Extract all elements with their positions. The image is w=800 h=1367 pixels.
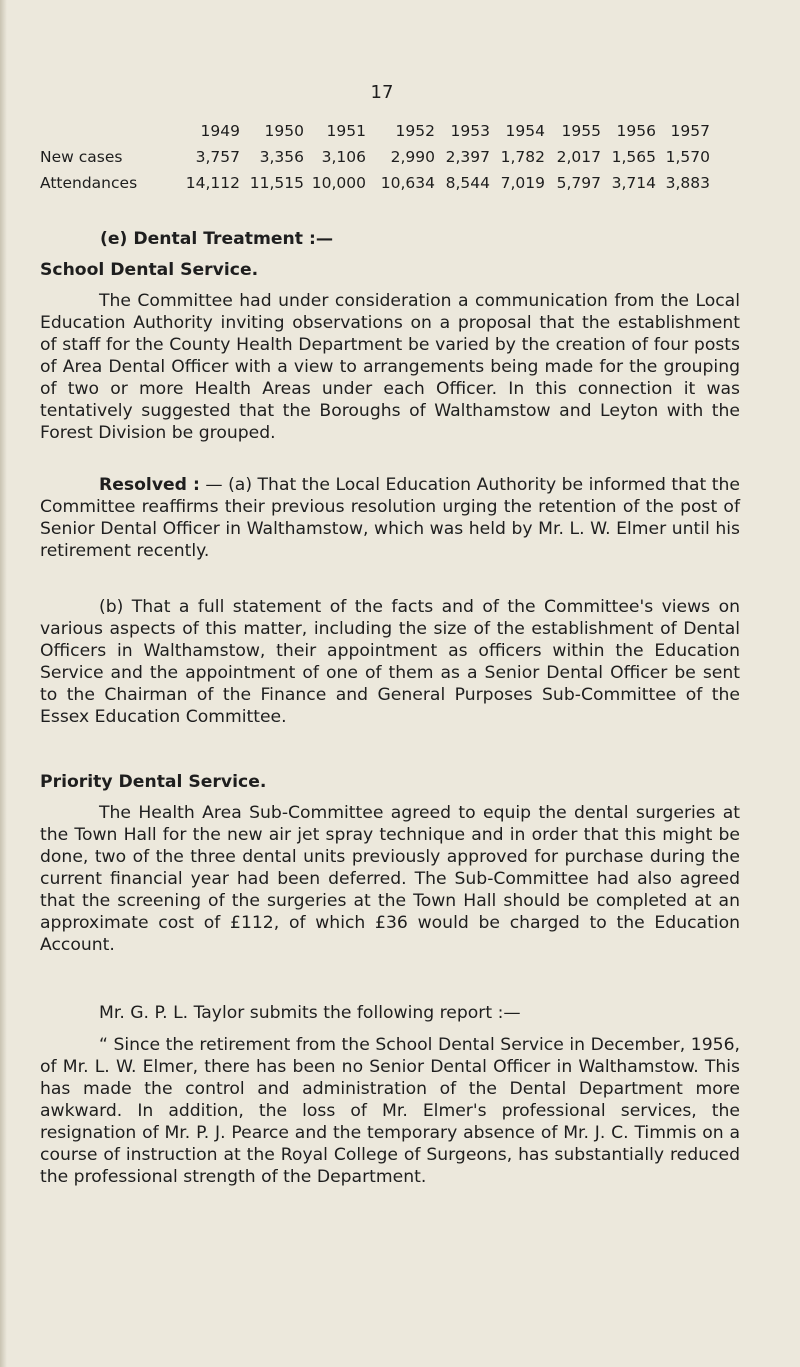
table-cell: 2,017 <box>556 148 601 166</box>
row-label: New cases <box>40 148 123 166</box>
committee-paragraph-block <box>40 290 740 444</box>
priority-dental-heading: Priority Dental Service. <box>40 772 267 792</box>
taylor-paragraph: Mr. G. P. L. Taylor submits the following report :— <box>99 1003 521 1023</box>
table-cell: 7,019 <box>500 174 545 192</box>
priority-paragraph-block <box>40 802 740 956</box>
page-left-edge <box>0 0 7 1367</box>
table-cell: 1,565 <box>611 148 656 166</box>
resolved-label: Resolved : <box>99 475 200 495</box>
table-cell: 3,714 <box>611 174 656 192</box>
committee-paragraph: The Committee had under consideration a communication from the Local Education Authority inviting observations on a proposal that the establishment of staff for the County Health Department be varied by the creation of four posts of Area Dental Officer with a view to arrangements being made for the grouping of two or more Health Areas under each Officer. In this connection it was tentatively suggested that the Boroughs of Walthamstow and Leyton with the Forest Division be grouped. <box>40 291 740 443</box>
table-cell: 1,570 <box>665 148 710 166</box>
row-label: Attendances <box>40 174 138 192</box>
table-cell: 10,634 <box>380 174 435 192</box>
school-dental-heading: School Dental Service. <box>40 260 259 280</box>
year-header: 1953 <box>450 122 490 140</box>
year-header: 1956 <box>616 122 656 140</box>
section-heading-block <box>40 228 740 250</box>
year-header: 1954 <box>505 122 545 140</box>
year-header-row <box>40 118 710 144</box>
table-row-new-cases <box>40 144 710 170</box>
table-cell: 2,990 <box>390 148 435 166</box>
resolved-b-block <box>40 596 740 728</box>
priority-paragraph: The Health Area Sub-Committee agreed to equip the dental surgeries at the Town Hall for the new air jet spray technique and in order that this might be done, two of the three dental units previously approved for purchase during the current financial year had been deferred. The Sub-Committee had also agreed that the screening of the surgeries at the Town Hall should be completed at an approximate cost of £112, of which £36 would be charged to the Education Account. <box>40 803 740 955</box>
table-cell: 3,757 <box>195 148 240 166</box>
table-cell: 8,544 <box>445 174 490 192</box>
year-header: 1955 <box>561 122 601 140</box>
year-header: 1957 <box>670 122 710 140</box>
year-header: 1951 <box>326 122 366 140</box>
school-dental-block <box>40 259 740 281</box>
section-heading: (e) Dental Treatment :— <box>100 229 334 249</box>
resolved-b-paragraph: (b) That a full statement of the facts and of the Committee's views on various aspects of this matter, including the size of the establishment of Dental Officers in Walthamstow, their appointment as officers within the Education Service and the appointment of one of them as a Senior Dental Officer be sent to the Chairman of the Finance and General Purposes Sub-Committee of the Essex Education Committee. <box>40 597 740 727</box>
resolved-a-text: — (a) That the Local Education Authority be informed that the Committee reaffirms their previous resolution urging the retention of the post of Senior Dental Officer in Walthamstow, which was held by Mr. L. W. Elmer until his retirement recently. <box>40 475 740 561</box>
attendance-table <box>40 118 710 196</box>
report-paragraph-block <box>40 1034 740 1188</box>
table-cell: 3,106 <box>321 148 366 166</box>
row-label-header <box>40 118 160 144</box>
table-cell: 10,000 <box>311 174 366 192</box>
resolved-a-paragraph <box>40 474 740 562</box>
page-number: 17 <box>370 82 394 103</box>
year-header: 1950 <box>264 122 304 140</box>
table-cell: 3,356 <box>259 148 304 166</box>
table-cell: 3,883 <box>665 174 710 192</box>
priority-dental-block <box>40 771 740 793</box>
table-row-attendances <box>40 170 710 196</box>
year-header: 1952 <box>395 122 435 140</box>
table-cell: 2,397 <box>445 148 490 166</box>
table-cell: 1,782 <box>500 148 545 166</box>
year-header: 1949 <box>200 122 240 140</box>
report-paragraph: “ Since the retirement from the School Dental Service in December, 1956, of Mr. L. W. Elmer, there has been no Senior Dental Officer in Walthamstow. This has made the control and administration of the Dental Department more awkward. In addition, the loss of Mr. Elmer's professional services, the resignation of Mr. P. J. Pearce and the temporary absence of Mr. J. C. Timmis on a course of instruction at the Royal College of Surgeons, has substantially reduced the professional strength of the Department. <box>40 1035 740 1187</box>
resolved-a-block <box>40 474 740 562</box>
taylor-paragraph-block <box>40 1002 740 1024</box>
table-cell: 11,515 <box>249 174 304 192</box>
table-cell: 14,112 <box>185 174 240 192</box>
table-cell: 5,797 <box>556 174 601 192</box>
